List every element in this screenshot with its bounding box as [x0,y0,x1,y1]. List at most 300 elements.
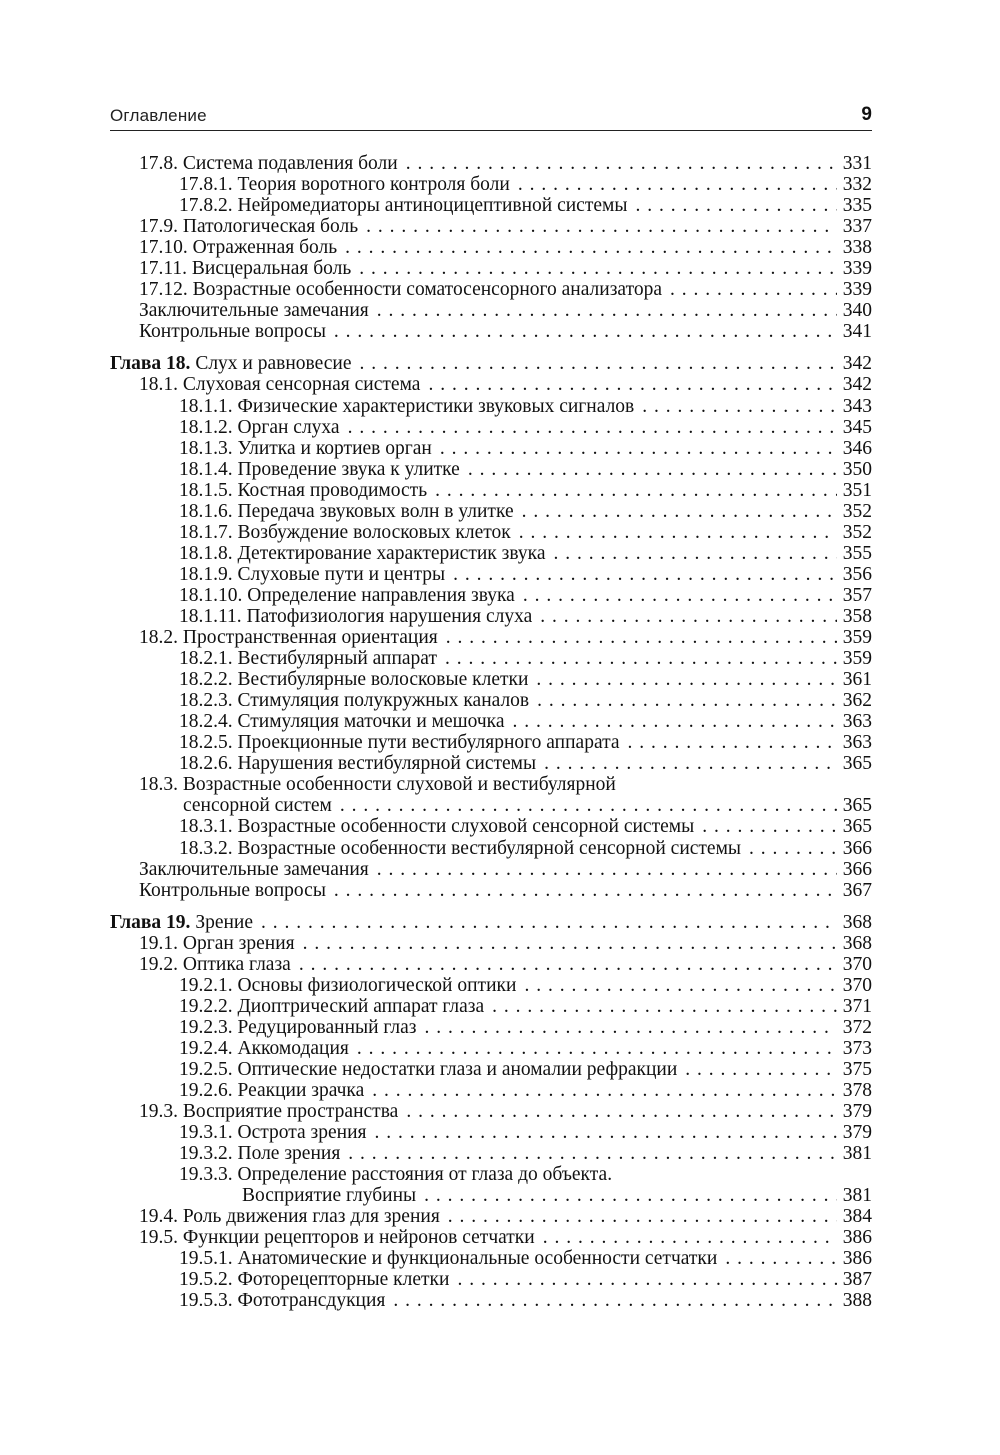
section-number: 17.12. [139,279,188,301]
entry-page-number: 363 [842,711,872,733]
section-title: Стимуляция полукружных каналов [237,690,530,712]
toc-chapter-entry[interactable] [110,912,872,933]
entry-title [179,174,510,195]
entry-page-number: 335 [842,195,872,217]
entry-title [179,1059,677,1080]
dot-leader [348,1143,836,1164]
section-title: Система подавления боли [182,153,398,174]
section-number: 19.1. [139,932,178,954]
entry-title [179,690,529,711]
dot-leader [540,606,837,627]
entry-title [139,153,398,174]
toc-entry[interactable] [110,438,872,459]
section-title: Орган слуха [237,416,340,438]
section-number: 18.1.6. [179,500,233,522]
toc-entry[interactable] [110,1206,872,1227]
toc-entry[interactable] [110,174,872,195]
dot-leader [393,1290,836,1311]
section-title: Улитка и кортиев орган [237,437,432,459]
section-number: 19.5.3. [179,1290,233,1312]
entry-page-number: 367 [842,879,872,901]
entry-page-number: 352 [842,500,872,522]
toc-entry[interactable] [110,258,872,279]
toc-entry[interactable] [110,501,872,522]
dot-leader [635,195,836,216]
section-title: Аккомодация [237,1037,349,1059]
entry-page-number: 341 [842,321,872,343]
entry-page-number: 372 [842,1016,872,1038]
section-title: Орган зрения [182,932,295,954]
toc-entry[interactable] [110,669,872,690]
dot-leader [359,258,836,279]
entry-page-number: 339 [842,279,872,301]
section-number: 18.1. [139,374,178,396]
entry-title [179,1248,717,1269]
toc-entry[interactable] [110,279,872,300]
entry-title [179,543,545,564]
section-number: 19.2. [139,953,178,975]
entry-title [179,1290,385,1311]
entry-title [179,816,694,837]
dot-leader [524,975,836,996]
section-title: Заключительные замечания [139,300,369,322]
toc-entry[interactable] [110,564,872,585]
entry-page-number: 342 [842,353,872,375]
entry-page-number: 368 [842,932,872,954]
section-number: 17.8.2. [179,195,233,217]
toc-entry[interactable] [110,1164,872,1185]
toc-entry[interactable] [110,880,872,901]
entry-page-number: 365 [842,753,872,775]
toc-entry[interactable] [110,954,872,975]
section-title: Поле зрения [237,1143,341,1165]
toc-entry[interactable] [110,300,872,321]
dot-leader [544,753,837,774]
dot-leader [340,795,837,816]
entry-title [179,396,634,417]
toc-entry[interactable] [110,816,872,837]
toc-chapter-entry[interactable] [110,353,872,374]
section-title: Костная проводимость [237,479,428,501]
section-title: Основы физиологической оптики [237,974,517,996]
section-number: 18.1.4. [179,458,233,480]
entry-title [179,1269,449,1290]
section-number: 17.11. [139,258,188,280]
entry-page-number: 338 [842,237,872,259]
dot-leader [468,459,837,480]
section-title: Оптика глаза [182,953,291,975]
entry-page-number: 346 [842,437,872,459]
entry-title [179,459,460,480]
section-number: 19.2.5. [179,1058,233,1080]
entry-title [110,353,352,374]
section-number: 18.2.4. [179,711,233,733]
dot-leader [428,374,836,395]
dot-leader [670,279,837,300]
entry-title [139,880,326,901]
section-number: 18.2.6. [179,753,233,775]
dot-leader [537,690,837,711]
section-number: 18.1.11. [179,605,242,627]
entry-title [139,321,326,342]
entry-title [139,237,337,258]
toc-entry[interactable] [110,480,872,501]
section-title: Детектирование характеристик звука [237,542,546,564]
running-header [110,104,872,131]
dot-leader [360,353,837,374]
toc-entry[interactable] [110,1122,872,1143]
section-title: Висцеральная боль [191,258,352,280]
toc-entry[interactable] [110,1059,872,1080]
entry-title [179,732,620,753]
toc-entry[interactable] [110,1143,872,1164]
entry-page-number: 359 [842,648,872,670]
entry-title [179,1164,612,1185]
section-number: 19.3.1. [179,1122,233,1144]
entry-page-number: 384 [842,1206,872,1228]
dot-leader [303,933,837,954]
entry-page-number: 375 [842,1058,872,1080]
entry-page-number: 366 [842,858,872,880]
section-number: 19.3.2. [179,1143,233,1165]
entry-page-number: 359 [842,627,872,649]
toc-entry[interactable] [110,459,872,480]
section-title: Контрольные вопросы [139,321,326,343]
section-number: 19.2.4. [179,1037,233,1059]
section-number: 19.2.3. [179,1016,233,1038]
toc-entry[interactable] [110,753,872,774]
section-title: Патофизиология нарушения слуха [246,605,533,627]
dot-leader [536,669,836,690]
toc-entry[interactable] [110,585,872,606]
toc-entry[interactable] [110,1269,872,1290]
section-title: Фототрансдукция [237,1290,386,1312]
dot-leader [334,321,837,342]
toc-entry[interactable] [110,711,872,732]
dot-leader [725,1248,836,1269]
entry-page-number: 355 [842,542,872,564]
toc-entry[interactable] [110,153,872,174]
section-title: Анатомические и функциональные особенности сетчатки [237,1248,718,1270]
section-title: Реакции зрачка [237,1080,365,1102]
toc-entry[interactable] [110,774,872,795]
section-number: 18.2.3. [179,690,233,712]
section-number: 18.3.1. [179,816,233,838]
entry-title [139,933,295,954]
entry-title [139,258,351,279]
toc-entry[interactable] [110,1227,872,1248]
entry-title [179,501,514,522]
entry-page-number: 387 [842,1269,872,1291]
section-number: 19.3.3. [179,1164,233,1186]
section-number: 18.3. [139,774,178,796]
toc-entry[interactable] [110,933,872,954]
entry-page-number: 343 [842,395,872,417]
entry-title [179,753,536,774]
entry-page-number: 331 [842,153,872,174]
entry-title [179,417,340,438]
section-title: Возбуждение волосковых клеток [237,521,511,543]
entry-title [179,438,432,459]
section-title: Стимуляция маточки и мешочка [237,711,505,733]
entry-page-number: 368 [842,911,872,933]
entry-page-number: 332 [842,174,872,196]
toc-entry[interactable] [110,396,872,417]
entry-page-number: 361 [842,669,872,691]
entry-title [179,606,532,627]
toc-entry[interactable] [110,606,872,627]
section-title: Вестибулярный аппарат [237,648,437,670]
section-number: 18.1.9. [179,563,233,585]
section-number: 18.1.2. [179,416,233,438]
entry-page-number: 378 [842,1080,872,1102]
dot-leader [702,816,837,837]
dot-leader [457,1269,836,1290]
section-title: Физические характеристики звуковых сигналов [237,395,635,417]
section-title: Возрастные особенности слуховой и вестибулярной [182,774,616,796]
dot-leader [523,585,837,606]
toc-entry[interactable] [110,690,872,711]
dot-leader [445,648,837,669]
section-title: Возрастные особенности вестибулярной сенсорной системы [237,837,742,859]
dot-leader [642,396,836,417]
section-number: 18.1.5. [179,479,233,501]
toc-entry[interactable] [110,838,872,859]
entry-title [179,711,505,732]
chapter-label: Глава 18. [110,353,191,375]
entry-page-number: 340 [842,300,872,322]
entry-page-number: 351 [842,479,872,501]
section-title: Заключительные замечания [139,858,369,880]
section-title: Контрольные вопросы [139,879,326,901]
entry-title [179,480,427,501]
section-number: 18.1.8. [179,542,233,564]
dot-leader [345,237,837,258]
dot-leader [446,627,837,648]
entry-title [179,669,528,690]
entry-page-number: 339 [842,258,872,280]
section-number: 19.4. [139,1206,178,1228]
entry-title [179,564,445,585]
entry-title [139,374,420,395]
entry-page-number: 345 [842,416,872,438]
dot-leader [628,732,837,753]
section-title-continuation: Восприятие глубины [242,1185,417,1207]
section-number: 17.9. [139,216,178,238]
section-title: Проведение звука к улитке [237,458,460,480]
section-number: 19.2.6. [179,1080,233,1102]
toc-entry-continuation[interactable] [110,795,872,816]
dot-leader [519,522,837,543]
section-number: 19.5.1. [179,1248,233,1270]
entry-title [139,954,291,975]
dot-leader [334,880,837,901]
section-number: 18.2. [139,627,178,649]
section-title: Пространственная ориентация [182,627,438,649]
section-title: Определение направления звука [247,584,515,606]
toc-entry[interactable] [110,522,872,543]
entry-page-number: 362 [842,690,872,712]
toc-entry[interactable] [110,195,872,216]
entry-title [179,195,627,216]
section-title: Зрение [195,911,254,933]
entry-title [179,648,437,669]
section-number: 19.5. [139,1227,178,1249]
dot-leader [377,859,837,880]
toc-entry[interactable] [110,1290,872,1311]
section-number: 18.2.1. [179,648,233,670]
section-title: Слуховая сенсорная система [182,374,421,396]
toc-entry[interactable] [110,1017,872,1038]
entry-title [179,1080,364,1101]
toc-entry[interactable] [110,374,872,395]
section-title: Возрастные особенности соматосенсорного анализатора [192,279,662,301]
section-number: 18.2.5. [179,732,233,754]
entry-page-number: 358 [842,605,872,627]
dot-leader [377,300,837,321]
running-title: Оглавление [110,106,207,125]
section-title: Патологическая боль [182,216,359,238]
section-title: Теория воротного контроля боли [237,174,510,196]
entry-title [139,1227,535,1248]
section-number: 17.10. [139,237,188,259]
entry-title [139,279,662,300]
section-title: Роль движения глаз для зрения [182,1206,440,1228]
entry-page-number: 365 [842,795,872,817]
section-number: 18.3.2. [179,837,233,859]
toc-entry[interactable] [110,321,872,342]
entry-title [179,585,515,606]
entry-title [179,1143,340,1164]
section-number: 19.2.1. [179,974,233,996]
entry-title [179,522,511,543]
toc-entry[interactable] [110,1080,872,1101]
dot-leader [366,216,837,237]
dot-leader [513,711,837,732]
toc-entry[interactable] [110,237,872,258]
entry-page-number: 379 [842,1122,872,1144]
entry-page-number: 373 [842,1037,872,1059]
toc-entry[interactable] [110,996,872,1017]
section-number: 18.2.2. [179,669,233,691]
toc-entry[interactable] [110,543,872,564]
toc-entry[interactable] [110,859,872,880]
section-title: Диоптрический аппарат глаза [237,995,485,1017]
entry-title [139,627,438,648]
dot-leader [543,1227,837,1248]
entry-page-number: 379 [842,1101,872,1123]
section-title: Слуховые пути и центры [237,563,446,585]
dot-leader [492,996,837,1017]
entry-title [179,996,484,1017]
toc-entry[interactable] [110,732,872,753]
toc-entry[interactable] [110,648,872,669]
toc-entry[interactable] [110,1038,872,1059]
entry-title [179,1017,417,1038]
toc-entry[interactable] [110,216,872,237]
dot-leader [406,1101,836,1122]
section-title: Нейромедиаторы антиноцицептивной системы [237,195,628,217]
section-title: Вестибулярные волосковые клетки [237,669,529,691]
section-title: Отраженная боль [192,237,338,259]
section-title: Возрастные особенности слуховой сенсорной системы [237,816,695,838]
toc-entry[interactable] [110,417,872,438]
dot-leader [348,417,837,438]
chapter-spacer [110,342,872,353]
chapter-label: Глава 19. [110,911,191,933]
section-title: Слух и равновесие [195,353,352,375]
chapter-spacer [110,901,872,912]
section-title: Передача звуковых волн в улитке [237,500,514,522]
section-title: Оптические недостатки глаза и аномалии рефракции [237,1058,678,1080]
entry-title [139,1101,398,1122]
dot-leader [261,912,837,933]
section-number: 18.1.10. [179,584,243,606]
entry-title [139,300,369,321]
dot-leader [448,1206,837,1227]
dot-leader [374,1122,836,1143]
entry-title [179,975,516,996]
toc-entry[interactable] [110,1248,872,1269]
toc-entry-continuation[interactable] [110,1185,872,1206]
dot-leader [372,1080,836,1101]
dot-leader [406,153,837,174]
entry-page-number: 366 [842,837,872,859]
section-number: 18.1.3. [179,437,233,459]
entry-page-number: 350 [842,458,872,480]
toc-entry[interactable] [110,1101,872,1122]
page-number: 9 [861,104,872,125]
section-number: 19.3. [139,1101,178,1123]
dot-leader [749,838,837,859]
entry-title [139,216,358,237]
section-title: Редуцированный глаз [237,1016,417,1038]
section-title: Проекционные пути вестибулярного аппарата [237,732,620,754]
toc-entry[interactable] [110,627,872,648]
section-title: Определение расстояния от глаза до объекта. [237,1164,613,1186]
dot-leader [440,438,837,459]
dot-leader [425,1017,837,1038]
dot-leader [424,1185,837,1206]
section-number: 19.5.2. [179,1269,233,1291]
entry-title [139,859,369,880]
entry-title [139,774,616,795]
entry-page-number: 337 [842,216,872,238]
entry-title [179,1122,366,1143]
section-title: Острота зрения [237,1122,367,1144]
table-of-contents [110,153,872,1312]
dot-leader [299,954,837,975]
entry-page-number: 352 [842,521,872,543]
entry-page-number: 356 [842,563,872,585]
dot-leader [685,1059,836,1080]
section-number: 19.2.2. [179,995,233,1017]
dot-leader [553,543,836,564]
entry-page-number: 386 [842,1227,872,1249]
entry-page-number: 365 [842,816,872,838]
section-number: 17.8. [139,153,178,174]
dot-leader [522,501,837,522]
entry-title [179,1038,349,1059]
entry-page-number: 370 [842,953,872,975]
section-title: Восприятие пространства [182,1101,399,1123]
entry-page-number: 371 [842,995,872,1017]
entry-title [179,838,741,859]
toc-entry[interactable] [110,975,872,996]
entry-title [139,1206,440,1227]
entry-page-number: 386 [842,1248,872,1270]
section-title: Нарушения вестибулярной системы [237,753,537,775]
